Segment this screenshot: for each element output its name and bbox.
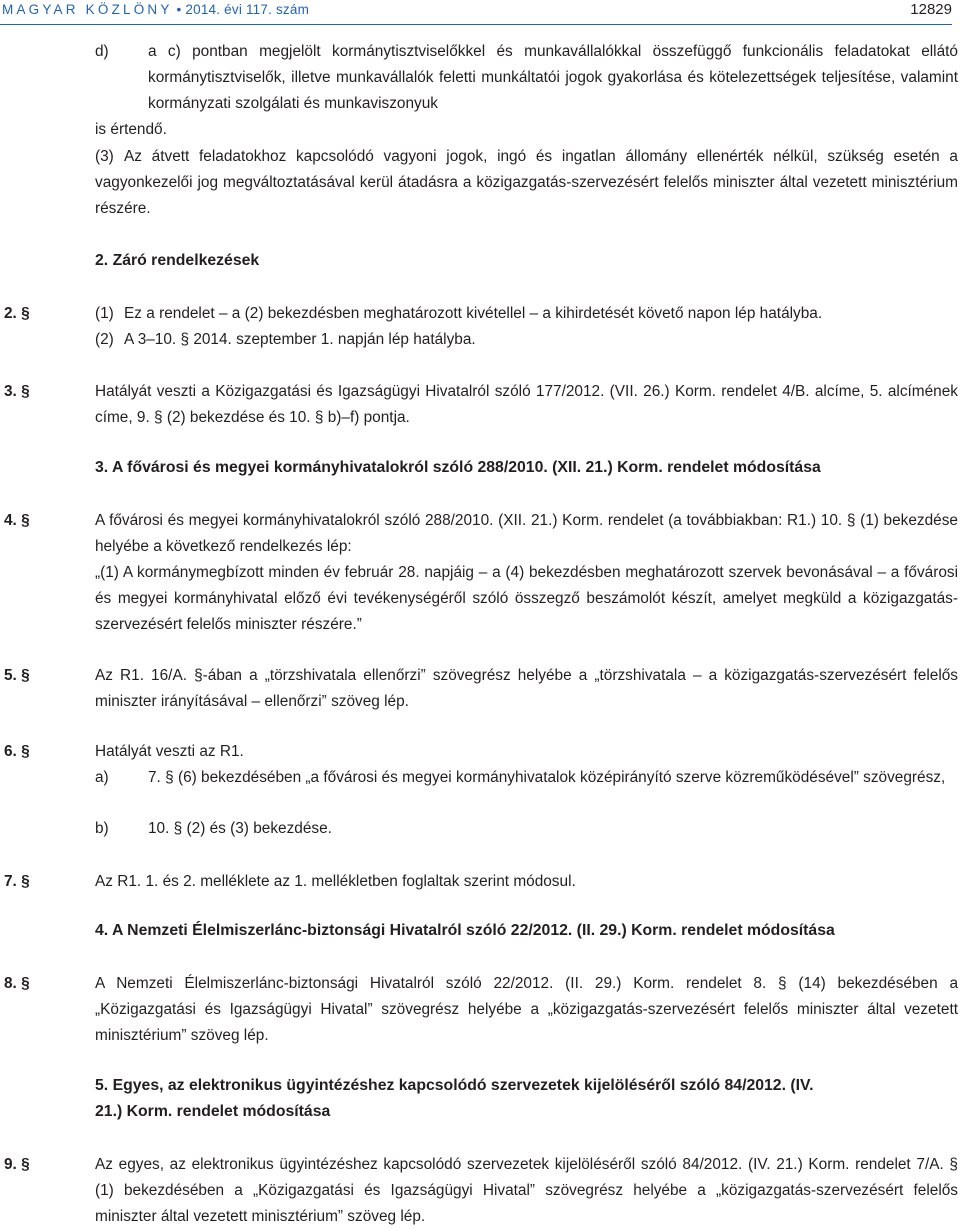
section-heading-2: 2. Záró rendelkezések (95, 252, 260, 269)
section-heading-3: 3. A fővárosi és megyei kormányhivatalokról szóló 288/2010. (XII. 21.) Korm. rendelet módosítása (95, 459, 821, 476)
section-6-b-label: b) (95, 820, 109, 837)
para-3-text: Az átvett feladatokhoz kapcsolódó vagyoni jogok, ingó és ingatlan állomány ellenérték nélkül, szükség esetén a vagyonkezelői jog megváltoztatásával kerül átadásra a közigazgatás-szervezésért felelős miniszter által vezetett minisztérium részére. (95, 148, 958, 217)
section-3-number: 3. § (4, 383, 30, 400)
section-6-b-text: 10. § (2) és (3) bekezdése. (148, 820, 332, 837)
section-5-number: 5. § (4, 667, 30, 684)
page-number: 12829 (910, 1, 952, 18)
item-d-label: d) (95, 43, 109, 60)
journal-title: MAGYAR KÖZLÖNY (2, 2, 173, 17)
page-header (0, 0, 952, 22)
section-7-text: Az R1. 1. és 2. melléklete az 1. mellékletben foglaltak szerint módosul. (95, 873, 576, 890)
section-6-number: 6. § (4, 743, 30, 760)
section-heading-4: 4. A Nemzeti Élelmiszerlánc-biztonsági Hivatalról szóló 22/2012. (II. 29.) Korm. rendelet módosítása (95, 922, 835, 939)
section-2-p2-label: (2) (95, 331, 114, 348)
section-9-text: Az egyes, az elektronikus ügyintézéshez kapcsolódó szervezetek kijelöléséről szóló 84/2012. (IV. 21.) Korm. rendelet 7/A. § (1) bekezdésében a „Közigazgatási és Igazságügyi Hivatal” szövegrész helyébe a „közigazgatás-szervezésért felelős miniszter által vezetett minisztérium” szöveg lép. (95, 1156, 958, 1225)
section-2-p1-text: Ez a rendelet – a (2) bekezdésben meghatározott kivétellel – a kihirdetését követő napon lép hatályba. (124, 305, 823, 322)
section-5-text: Az R1. 16/A. §-ában a „törzshivatala ellenőrzi” szövegrész helyébe a „törzshivatala – a közigazgatás-szervezésért felelős miniszter irányításával – ellenőrzi” szöveg lép. (95, 667, 958, 710)
section-2-p2-text: A 3–10. § 2014. szeptember 1. napján lép hatályba. (124, 331, 476, 348)
section-6-a-label: a) (95, 769, 109, 786)
section-4-text: A fővárosi és megyei kormányhivatalokról szóló 288/2010. (XII. 21.) Korm. rendelet (a továbbiakban: R1.) 10. § (1) bekezdése helyébe a következő rendelkezés lép: (95, 512, 958, 555)
section-4-number: 4. § (4, 512, 30, 529)
section-4-quote: „(1) A kormánymegbízott minden év február 28. napjáig – a (4) bekezdésben meghatározott szervek bevonásával – a fővárosi és megyei kormányhivatal előző évi tevékenységéről szóló összegző beszámolót készít, amelyet megküld a közigazgatás-szervezésért felelős miniszter részére.” (95, 564, 958, 633)
section-6-text: Hatályát veszti az R1. (95, 743, 244, 760)
section-3-text: Hatályát veszti a Közigazgatási és Igazságügyi Hivatalról szóló 177/2012. (VII. 26.) Korm. rendelet 4/B. alcíme, 5. alcímének címe, 9. § (2) bekezdése és 10. § b)–f) pontja. (95, 383, 958, 426)
section-8-text: A Nemzeti Élelmiszerlánc-biztonsági Hivatalról szóló 22/2012. (II. 29.) Korm. rendelet 8. § (14) bekezdésében a „Közigazgatási és Igazságügyi Hivatal” szövegrész helyébe a „közigazgatás-szervezésért felelős miniszter által vezetett minisztérium” szöveg lép. (95, 975, 958, 1044)
section-8-number: 8. § (4, 975, 30, 992)
section-7-number: 7. § (4, 873, 30, 890)
header-rule (0, 24, 952, 25)
item-d-text: a c) pontban megjelölt kormánytisztviselőkkel és munkavállalókkal összefüggő funkcionális feladatokat ellátó kormánytisztviselők, illetve munkavállalók feletti munkáltatói jogok gyakorlása és kötelezettségek teljesítése, valamint kormányzati szolgálati és munkaviszonyuk (148, 43, 958, 112)
header-bullet: • (176, 2, 182, 17)
section-heading-5: 5. Egyes, az elektronikus ügyintézéshez kapcsolódó szervezetek kijelöléséről szóló 84/2012. (IV. 21.) Korm. rendelet módosítása (95, 1077, 814, 1120)
section-6-a-text: 7. § (6) bekezdésében „a fővárosi és megyei kormányhivatalok középirányító szerve közreműködésével” szövegrész, (148, 769, 946, 786)
section-2-p1-label: (1) (95, 305, 114, 322)
section-2-number: 2. § (4, 305, 30, 322)
para-3-label: (3) (95, 148, 114, 165)
section-9-number: 9. § (4, 1156, 30, 1173)
issue-label: 2014. évi 117. szám (185, 2, 310, 17)
item-d-tail: is értendő. (95, 121, 167, 138)
journal-header (2, 1, 309, 19)
